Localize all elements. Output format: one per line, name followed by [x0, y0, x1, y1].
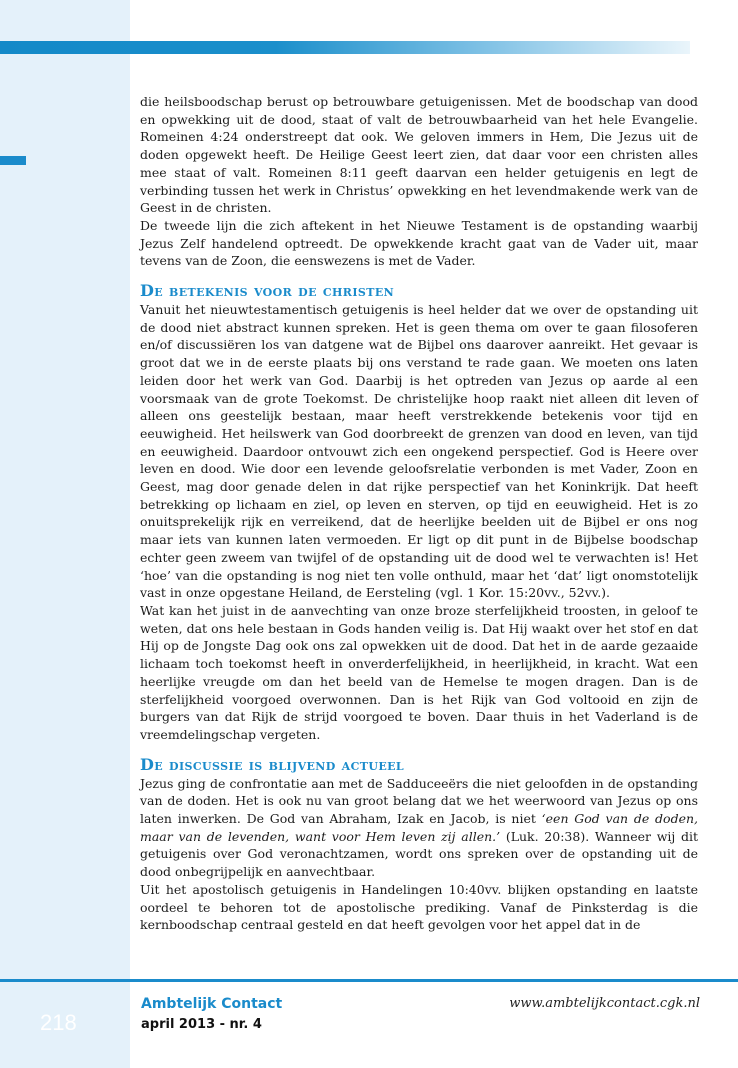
section2-paragraph-2: Uit het apostolisch getuigenis in Handelingen 10:40vv. blijken opstanding en laatste oordeel te behoren tot de apostolische prediking. Vanaf de Pinksterdag is die kernboodschap centraal gesteld en dat heeft gevolgen voor het appel dat in de	[140, 881, 698, 933]
page-number: 218	[40, 1010, 77, 1035]
journal-title: Ambtelijk Contact	[141, 996, 283, 1012]
intro-paragraph-2: De tweede lijn die zich aftekent in het Nieuwe Testament is de opstanding waarbij Jezus Zelf handelend optreedt. De opwekkende kracht gaat van de Vader uit, maar tevens van de Zoon, die eenswezens is met de Vader.	[140, 217, 698, 269]
footer-divider	[0, 979, 738, 982]
section-heading-discussie: De discussie is blijvend actueel	[140, 754, 405, 774]
article-body	[140, 93, 698, 934]
bible-quote: ‘een God van de doden, maar van de levenden, want voor Hem leven zij allen.’	[140, 811, 699, 844]
section2-p1-reference: (Luk. 20:38). Wanneer wij dit getuigenis over God veronachtzamen, wordt ons spreken over de opstanding uit de dood onbegrijpelijk en aanvechtbaar.	[140, 828, 698, 880]
section1-paragraph-2: Wat kan het juist in de aanvechting van onze broze sterfelijkheid troosten, in geloof te weten, dat ons hele bestaan in Gods handen veilig is. Dat Hij waakt over het stof en dat Hij op de Jongste Dag ook ons zal opwekken uit de dood. Dat het in de aarde gezaaide lichaam toch toekomst heeft in onverderfelijkheid, in heerlijkheid, in kracht. Wat een heerlijke vreugde om dan het beeld van de Hemelse te mogen dragen. Dan is de sterfelijkheid voorgoed overwonnen. Dan is het Rijk van God voltooid en zijn de burgers van dat Rijk de strijd voorgoed te boven. Daar thuis in het Vaderland is de vreemdelingschap vergeten.	[140, 602, 698, 742]
side-marker	[0, 156, 26, 165]
footer-publication	[141, 994, 282, 1036]
top-gradient-bar	[0, 41, 690, 54]
section2-paragraph-1	[140, 775, 698, 881]
section2-p1-text: Jezus ging de confrontatie aan met de Sadduceeërs die niet geloofden in de opstanding van de doden. Het is ook nu van groot belang dat we het weerwoord van Jezus op ons laten inwerken. De God van Abraham, Izak en Jacob, is niet	[140, 775, 698, 827]
issue-label: april 2013 - nr. 4	[141, 1017, 262, 1032]
intro-paragraph-1: die heilsboodschap berust op betrouwbare getuigenissen. Met de boodschap van dood en opwekking uit de dood, staat of valt de betrouwbaarheid van het hele Evangelie. Romeinen 4:24 onderstreept dat ook. We geloven immers in Hem, Die Jezus uit de doden opgewekt heeft. De Heilige Geest leert zien, dat daar voor een christen alles mee staat of valt. Romeinen 8:11 geeft daarvan een helder getuigenis en legt de verbinding tussen het werk in Christus’ opwekking en het levendmakende werk van de Geest in de christen.	[140, 94, 698, 216]
website-url[interactable]: www.ambtelijkcontact.cgk.nl	[509, 996, 700, 1011]
section1-paragraph-1: Vanuit het nieuwtestamentisch getuigenis is heel helder dat we over de opstanding uit de dood niet abstract kunnen spreken. Het is geen thema om over te gaan filosoferen en/of discussiëren los van datgene wat de Bijbel ons daarover aanreikt. Het gevaar is groot dat we in de eerste plaats bij ons verstand te rade gaan. We moeten ons laten leiden door het werk van God. Daarbij is het optreden van Jezus op aarde al een voorsmaak van de grote Toekomst. De christelijke hoop raakt niet alleen dit leven of alleen ons geestelijk bestaan, maar heeft verstrekkende betekenis voor tijd en eeuwigheid. Het heilswerk van God doorbreekt de grenzen van dood en leven, van tijd en eeuwigheid. Daardoor ontvouwt zich een ongekend perspectief. God is Heere over leven en dood. Wie door een levende geloofsrelatie verbonden is met Vader, Zoon en Geest, mag door genade delen in dat rijke perspectief van het Koninkrijk. Dat heeft betrekking op lichaam en ziel, op leven en sterven, op tijd en eeuwigheid. Het is zo onuitsprekelijk rijk en verreikend, dat de heerlijke beelden uit de Bijbel er ons nog maar iets van kunnen laten vermoeden. Er ligt op dit punt in de Bijbelse boodschap echter geen zweem van twijfel of de opstanding uit de dood wel te verwachten is! Het ‘hoe’ van die opstanding is nog niet ten volle onthuld, maar het ‘dat’ ligt onomstotelijk vast in onze opgestane Heiland, de Eersteling (vgl. 1 Kor. 15:20vv., 52vv.).	[140, 302, 698, 601]
section-heading-betekenis: De betekenis voor de christen	[140, 281, 395, 301]
